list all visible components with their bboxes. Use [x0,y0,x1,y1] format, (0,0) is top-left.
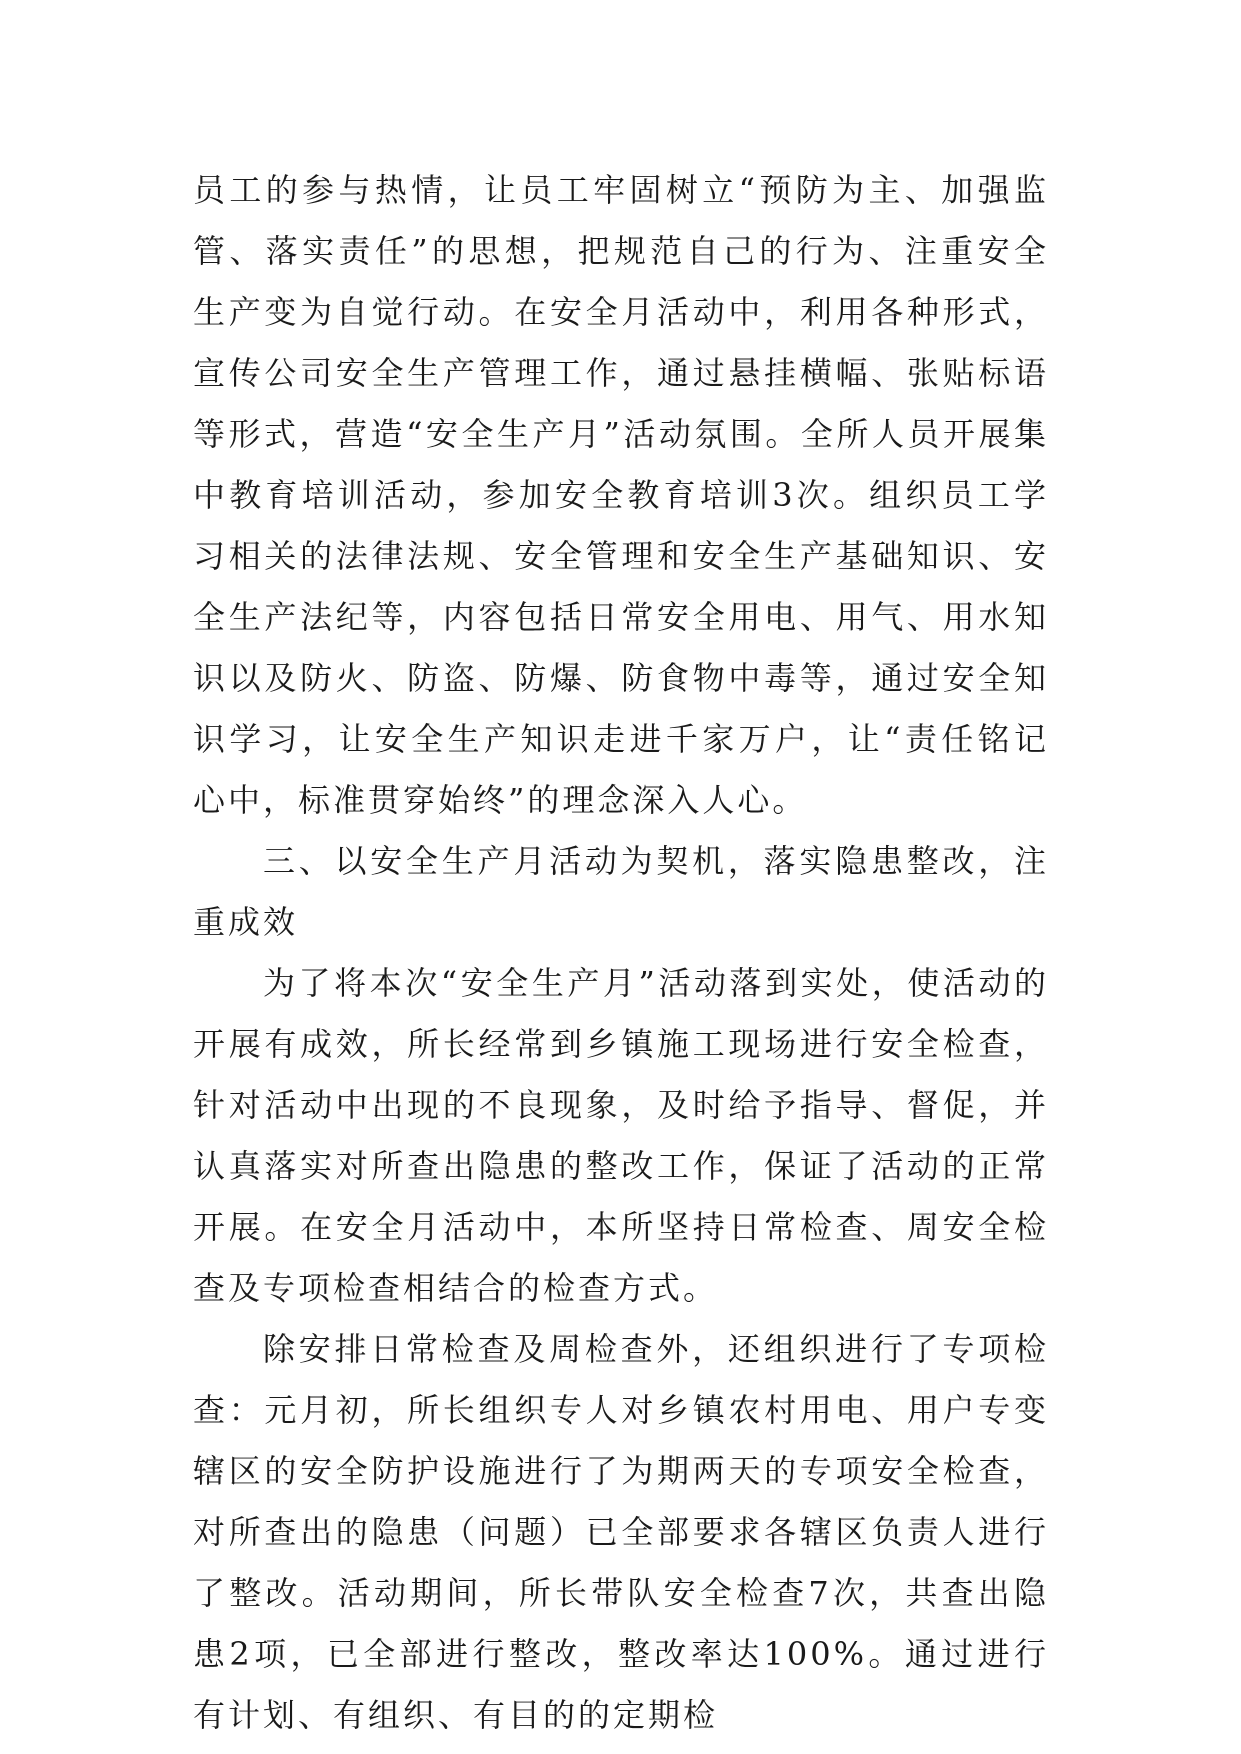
body-paragraph: 除安排日常检查及周检查外，还组织进行了专项检查：元月初，所长组织专人对乡镇农村用电、用户专变辖区的安全防护设施进行了为期两天的专项安全检查，对所查出的隐患（问题）已全部要求各辖区负责人进行了整改。活动期间，所长带队安全检查7次，共查出隐患2项，已全部进行整改，整改率达100%。通过进行有计划、有组织、有目的的定期检 [193,1330,1049,1734]
body-paragraph: 为了将本次“安全生产月”活动落到实处，使活动的开展有成效，所长经常到乡镇施工现场进行安全检查，针对活动中出现的不良现象，及时给予指导、督促，并认真落实对所查出隐患的整改工作，保证了活动的正常开展。在安全月活动中，本所坚持日常检查、周安全检查及专项检查相结合的检查方式。 [193,964,1049,1307]
document-body [193,160,1049,1746]
body-paragraph-continuation: 员工的参与热情，让员工牢固树立“预防为主、加强监管、落实责任”的思想，把规范自己的行为、注重安全生产变为自觉行动。在安全月活动中，利用各种形式，宣传公司安全生产管理工作，通过悬挂横幅、张贴标语等形式，营造“安全生产月”活动氛围。全所人员开展集中教育培训活动，参加安全教育培训3次。组织员工学习相关的法律法规、安全管理和安全生产基础知识、安全生产法纪等，内容包括日常安全用电、用气、用水知识以及防火、防盗、防爆、防食物中毒等，通过安全知识学习，让安全生产知识走进千家万户，让“责任铭记心中，标准贯穿始终”的理念深入人心。 [193,171,1049,819]
section-heading: 三、以安全生产月活动为契机，落实隐患整改，注重成效 [193,842,1049,941]
